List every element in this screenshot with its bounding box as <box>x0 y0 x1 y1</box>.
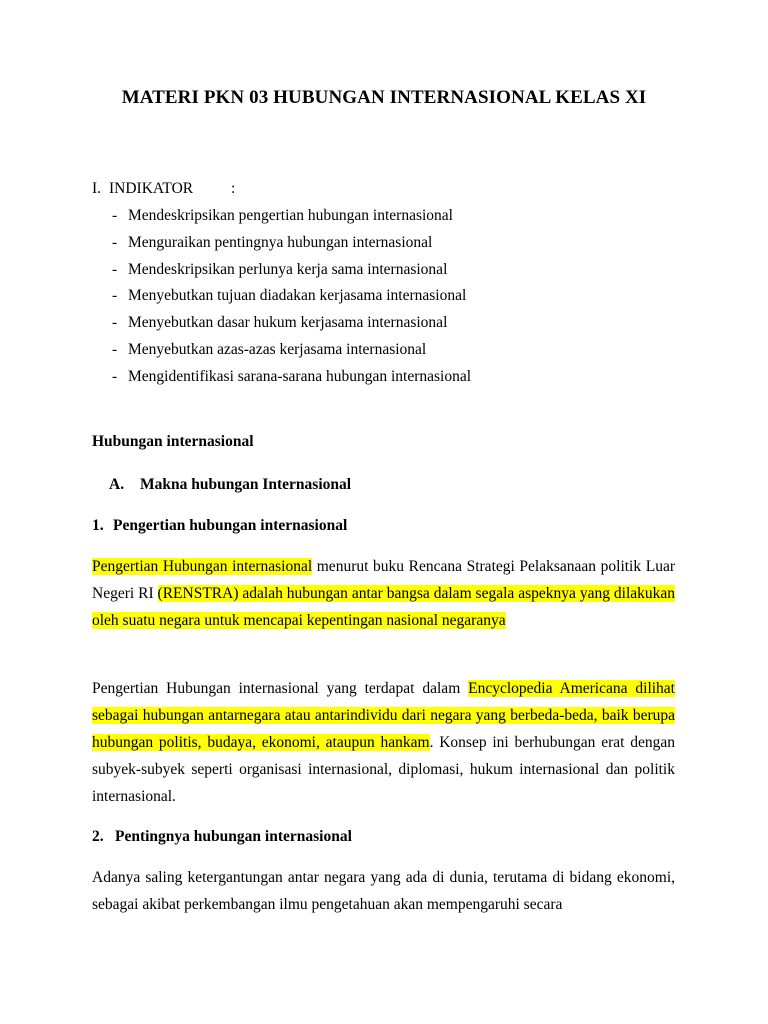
subsection-heading: A. Makna hubungan Internasional <box>109 476 352 493</box>
indikator-number: I. <box>92 180 102 197</box>
list-item: - Menyebutkan tujuan diadakan kerjasama internasional <box>112 287 467 304</box>
list-item: - Mendeskripsikan perlunya kerja sama internasional <box>112 261 448 278</box>
indikator-label: INDIKATOR <box>109 180 194 197</box>
highlight: (RENSTRA) adalah hubungan antar bangsa dalam segala aspeknya yang dilakukan oleh suatu negara untuk mencapai kepentingan nasional negaranya <box>92 585 676 629</box>
list-item: - Menyebutkan dasar hukum kerjasama internasional <box>112 314 448 331</box>
section-heading: Hubungan internasional <box>92 433 254 450</box>
list-item: - Menyebutkan azas-azas kerjasama internasional <box>112 341 427 358</box>
indikator-colon: : <box>231 180 236 197</box>
paragraph-2: Pengertian Hubungan internasional yang terdapat dalam Encyclopedia Americana dilihat sebagai hubungan antarnegara atau antarindividu dari negara yang berbeda-beda, baik berupa hubungan politis, budaya, ekonomi, ataupun hankam. Konsep ini berhubungan erat dengan subyek-subyek seperti organisasi internasional, diplomasi, hukum internasional dan politik internasional. <box>92 680 675 805</box>
document-title: MATERI PKN 03 HUBUNGAN INTERNASIONAL KELAS XI <box>121 87 647 108</box>
list-item: - Mendeskripsikan pengertian hubungan internasional <box>112 207 453 224</box>
paragraph-1: Pengertian Hubungan internasional menurut buku Rencana Strategi Pelaksanaan politik Luar Negeri RI (RENSTRA) adalah hubungan antar bangsa dalam segala aspeknya yang dilakukan oleh suatu negara untuk mencapai kepentingan nasional negaranya <box>92 558 676 629</box>
list-item: - Menguraikan pentingnya hubungan internasional <box>112 234 433 251</box>
list-item: - Mengidentifikasi sarana-sarana hubungan internasional <box>112 368 472 385</box>
highlight: Pengertian Hubungan internasional <box>92 558 313 575</box>
highlight: Encyclopedia Americana dilihat sebagai hubungan antarnegara atau antarindividu dari negara yang berbeda-beda, baik berupa hubungan politis, budaya, ekonomi, ataupun hankam <box>92 680 675 751</box>
point-heading-1: 1. Pengertian hubungan internasional <box>92 517 348 534</box>
paragraph-3: Adanya saling ketergantungan antar negara yang ada di dunia, terutama di bidang ekonomi, sebagai akibat perkembangan ilmu pengetahuan akan mempengaruhi secara <box>92 869 675 913</box>
point-heading-2: 2. Pentingnya hubungan internasional <box>92 828 352 845</box>
indikator-heading <box>92 180 236 198</box>
